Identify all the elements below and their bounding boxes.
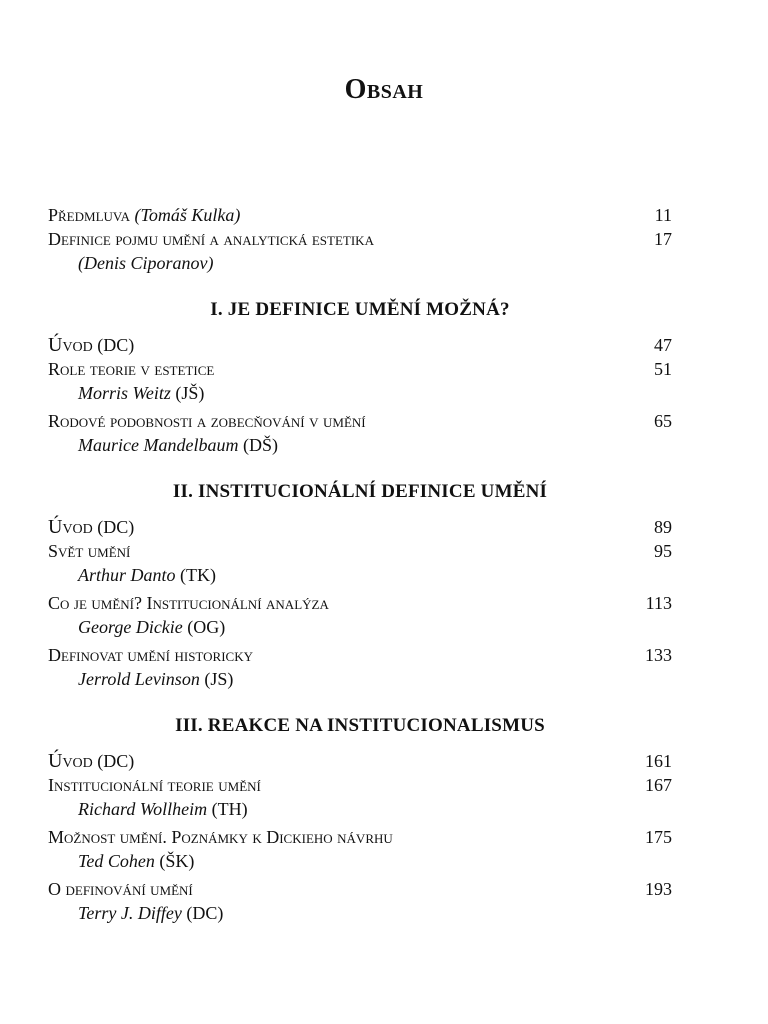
- toc-entry-author-line: [48, 563, 672, 587]
- toc-entry[interactable]: [48, 357, 672, 381]
- table-of-contents: [48, 203, 672, 925]
- intro-label: Úvod: [48, 750, 93, 772]
- toc-entry-title: Role teorie v estetice: [48, 359, 215, 379]
- toc-entry-translator: (DC): [186, 903, 224, 923]
- toc-entry-author-line: (Denis Ciporanov): [78, 253, 214, 273]
- toc-page-number: 175: [645, 827, 672, 847]
- toc-entry-author: Terry J. Diffey: [78, 903, 182, 923]
- toc-page-number: 11: [654, 205, 672, 225]
- toc-page-number: 113: [645, 593, 672, 613]
- toc-entry-title: O definování umění: [48, 879, 193, 899]
- toc-entry[interactable]: [48, 591, 672, 615]
- toc-page-number: 17: [654, 229, 672, 249]
- toc-entry-author-line: [48, 797, 672, 821]
- toc-entry-translator: (TH): [211, 799, 248, 819]
- toc-entry[interactable]: [48, 877, 672, 901]
- toc-entry-author-line: [48, 615, 672, 639]
- toc-entry[interactable]: [48, 825, 672, 849]
- toc-page-number: 161: [645, 751, 672, 771]
- toc-entry[interactable]: [48, 539, 672, 563]
- section-heading-2: II. INSTITUCIONÁLNÍ DEFINICE UMĚNÍ: [172, 481, 548, 502]
- toc-entry-title-line: [48, 749, 134, 773]
- toc-entry-author: Ted Cohen: [78, 851, 155, 871]
- toc-entry-author-line: [48, 849, 672, 873]
- toc-entry-author: Arthur Danto: [78, 565, 176, 585]
- toc-entry-author-line: [48, 901, 672, 925]
- toc-entry-author: Denis Ciporanov: [84, 253, 208, 273]
- intro-tag: (DC): [97, 517, 135, 537]
- toc-page-number: 65: [654, 411, 672, 431]
- intro-tag: (DC): [97, 751, 135, 771]
- toc-entry-author: Maurice Mandelbaum: [78, 435, 239, 455]
- toc-entry-definition[interactable]: [48, 227, 672, 251]
- toc-entry-title-line: Předmluva (Tomáš Kulka): [48, 205, 241, 225]
- toc-entry-translator: (JŠ): [175, 383, 205, 403]
- toc-entry-title: Rodové podobnosti a zobecňování v umění: [48, 411, 366, 431]
- toc-entry-author: George Dickie: [78, 617, 183, 637]
- toc-entry-translator: (OG): [187, 617, 226, 637]
- toc-entry-title: Institucionální teorie umění: [48, 775, 261, 795]
- toc-entry-title: Možnost umění. Poznámky k Dickieho návrhu: [48, 827, 393, 847]
- page-title: Obsah: [344, 74, 424, 105]
- toc-entry-preface[interactable]: [48, 203, 672, 227]
- toc-entry-title-line: [48, 333, 134, 357]
- toc-page-number: 133: [645, 645, 672, 665]
- section-heading-1: I. JE DEFINICE UMĚNÍ MOŽNÁ?: [210, 299, 510, 320]
- toc-entry-title-line: [48, 515, 134, 539]
- toc-entry[interactable]: [48, 773, 672, 797]
- intro-label: Úvod: [48, 516, 93, 538]
- toc-entry[interactable]: [48, 643, 672, 667]
- toc-page-number: 47: [654, 335, 672, 355]
- toc-page-number: 167: [645, 775, 672, 795]
- toc-entry-author-line: [48, 667, 672, 691]
- toc-entry-title: Definice pojmu umění a analytická estetika: [48, 229, 374, 249]
- toc-entry-intro[interactable]: [48, 333, 672, 357]
- toc-entry-author-line: [48, 433, 672, 457]
- toc-entry-intro[interactable]: [48, 515, 672, 539]
- toc-entry-title: Definovat umění historicky: [48, 645, 253, 665]
- toc-entry[interactable]: [48, 409, 672, 433]
- section-heading-3: III. REAKCE NA INSTITUCIONALISMUS: [175, 715, 545, 736]
- toc-entry-author-line: [48, 381, 672, 405]
- toc-page-number: 95: [654, 541, 672, 561]
- toc-entry-title: Co je umění? Institucionální analýza: [48, 593, 329, 613]
- toc-page-number: 89: [654, 517, 672, 537]
- toc-entry-author: Morris Weitz: [78, 383, 171, 403]
- toc-entry-translator: (DŠ): [242, 435, 278, 455]
- toc-entry-translator: (JS): [204, 669, 234, 689]
- toc-entry-intro[interactable]: [48, 749, 672, 773]
- toc-entry-translator: (ŠK): [159, 851, 195, 871]
- intro-label: Úvod: [48, 334, 93, 356]
- toc-page-number: 51: [654, 359, 672, 379]
- toc-entry-author: Jerrold Levinson: [78, 669, 200, 689]
- toc-entry-title: Svět umění: [48, 541, 131, 561]
- toc-entry-title: Předmluva: [48, 205, 130, 225]
- toc-entry-author: Tomáš Kulka: [140, 205, 235, 225]
- toc-entry-translator: (TK): [180, 565, 216, 585]
- intro-tag: (DC): [97, 335, 135, 355]
- toc-entry-author: Richard Wollheim: [78, 799, 208, 819]
- toc-page-number: 193: [645, 879, 672, 899]
